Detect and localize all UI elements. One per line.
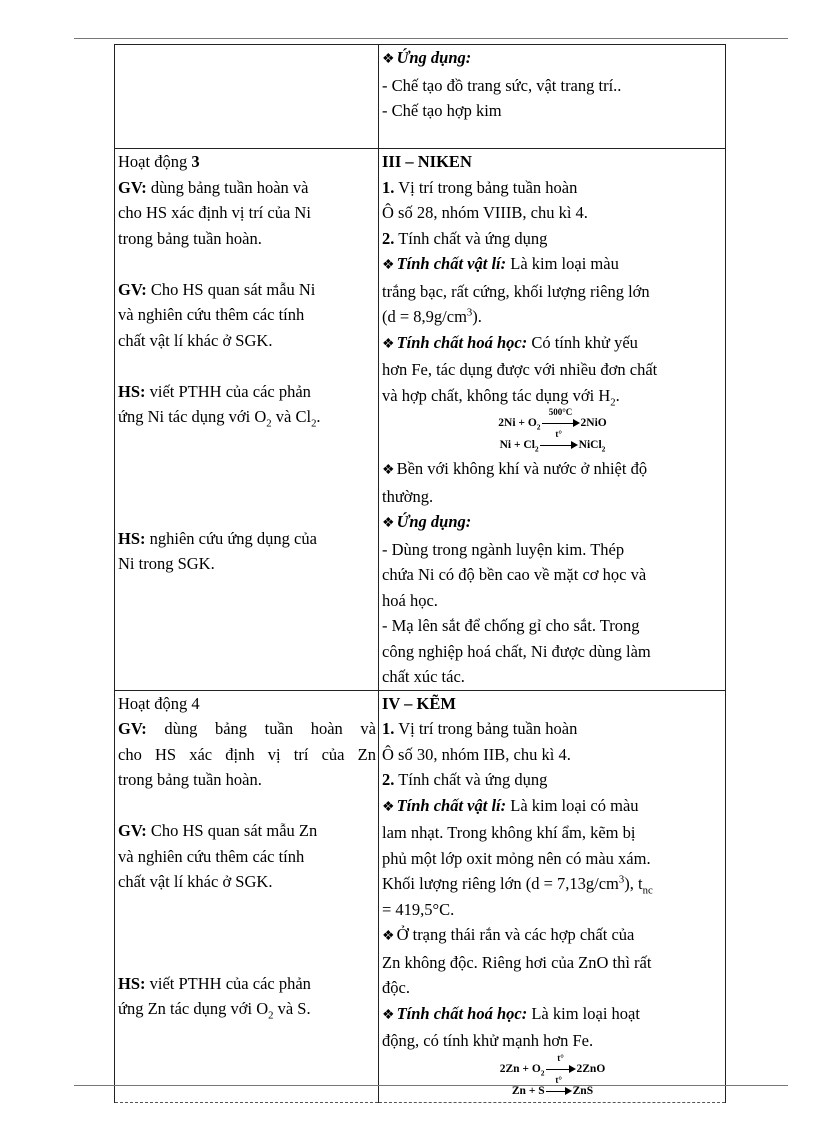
diamond-bullet-icon: ❖ bbox=[382, 929, 395, 944]
text-line: chất xúc tác. bbox=[382, 667, 465, 686]
list-item: - Chế tạo đồ trang sức, vật trang trí.. bbox=[382, 75, 622, 95]
diamond-bullet-icon: ❖ bbox=[382, 463, 395, 478]
text-line: lam nhạt. Trong không khí ẩm, kẽm bị bbox=[382, 823, 636, 842]
text-line: phủ một lớp oxit mỏng nên có màu xám. bbox=[382, 848, 651, 868]
text-line: trắng bạc, rất cứng, khối lượng riêng lớn bbox=[382, 281, 650, 301]
stability-note: ❖ Bền với không khí và nước ở nhiệt độ bbox=[382, 459, 648, 478]
table-row bbox=[115, 149, 726, 691]
chemical-properties: ❖ Tính chất hoá học: Có tính khử yếu bbox=[382, 332, 638, 352]
text-line: chứa Ni có độ bền cao về mặt cơ học và bbox=[382, 565, 647, 584]
text-line: cho HS xác định vị trí của Ni bbox=[118, 203, 311, 222]
text-line: trong bảng tuần hoàn. bbox=[118, 228, 262, 248]
text-line: $(d = 8,9g/cm^3)$. bbox=[382, 306, 482, 326]
content-cell bbox=[379, 45, 726, 149]
diamond-bullet-icon: ❖ bbox=[382, 516, 395, 531]
teacher-instruction: GV: Cho HS quan sát mẫu Zn bbox=[118, 821, 318, 840]
physical-properties: ❖ Tính chất vật lí: Là kim loại màu bbox=[382, 254, 619, 273]
reaction-arrow-icon: t° bbox=[546, 1086, 572, 1096]
subheading: 1. Vị trí trong bảng tuần hoàn bbox=[382, 719, 578, 738]
diamond-bullet-icon: ❖ bbox=[382, 52, 395, 67]
text-line: và hợp chất, không tác dụng với $H_2$. bbox=[382, 385, 620, 408]
student-task: HS: viết PTHH của các phản bbox=[118, 381, 311, 401]
table-row bbox=[115, 45, 726, 149]
list-item: - Chế tạo hợp kim bbox=[382, 101, 502, 120]
text-line: = 419,5°C. bbox=[382, 899, 455, 919]
text-line: hơn Fe, tác dụng được với nhiều đơn chất bbox=[382, 360, 658, 379]
subheading: 1. Vị trí trong bảng tuần hoàn bbox=[382, 177, 578, 197]
teacher-instruction: GV: dùng bảng tuần hoàn và bbox=[118, 177, 309, 197]
diamond-bullet-icon: ❖ bbox=[382, 1007, 395, 1023]
lesson-table bbox=[114, 44, 726, 1103]
content-cell bbox=[379, 690, 726, 1102]
activity-title: Hoạt động 4 bbox=[118, 693, 200, 713]
reaction-arrow-icon: 500°C bbox=[542, 418, 580, 428]
diamond-bullet-icon: ❖ bbox=[382, 799, 395, 815]
text-line: Zn không độc. Riêng hơi của ZnO thì rất bbox=[382, 952, 652, 972]
text-line: ứng Zn tác dụng với $O_2$ và S. bbox=[118, 999, 311, 1022]
teacher-activity-cell bbox=[115, 45, 379, 149]
text-line: ứng Ni tác dụng với $O_2$ và $Cl_2$. bbox=[118, 407, 321, 430]
student-task: HS: nghiên cứu ứng dụng của bbox=[118, 528, 317, 548]
list-item: - Mạ lên sắt để chống gỉ cho sắt. Trong bbox=[382, 616, 640, 635]
equation: Zn + S t° ZnS bbox=[511, 1074, 594, 1097]
equation: $2Ni + O_2$ 500°C 2NiO bbox=[498, 407, 607, 432]
list-item: - Dùng trong ngành luyện kim. Thép bbox=[382, 539, 625, 559]
text-line: Ni trong SGK. bbox=[118, 554, 215, 573]
equation: $2Zn + O_2$ t° 2ZnO bbox=[499, 1052, 606, 1077]
teacher-instruction: GV: Cho HS quan sát mẫu Ni bbox=[118, 279, 316, 299]
section-heading: IV – KẼM bbox=[382, 693, 456, 713]
teacher-activity-cell bbox=[115, 690, 379, 1102]
teacher-instruction: GV: dùng bảng tuần hoàn và bbox=[118, 719, 376, 738]
header-rule bbox=[74, 38, 788, 39]
text-line: và nghiên cứu thêm các tính bbox=[118, 305, 305, 324]
content-cell bbox=[379, 149, 726, 691]
toxicity-note: ❖ Ở trạng thái rắn và các hợp chất của bbox=[382, 925, 635, 944]
text-line: động, có tính khử mạnh hơn Fe. bbox=[382, 1031, 594, 1050]
section-heading: III – NIKEN bbox=[382, 152, 472, 171]
chemical-properties: ❖ Tính chất hoá học: Là kim loại hoạt bbox=[382, 1003, 640, 1023]
text-line: trong bảng tuần hoàn. bbox=[118, 770, 262, 789]
text-line: chất vật lí khác ở SGK. bbox=[118, 330, 273, 350]
diamond-bullet-icon: ❖ bbox=[382, 258, 395, 273]
physical-properties: ❖ Tính chất vật lí: Là kim loại có màu bbox=[382, 795, 639, 815]
subheading: 2. Tính chất và ứng dụng bbox=[382, 770, 548, 789]
application-heading: ❖ Ứng dụng: bbox=[382, 48, 472, 67]
text-line: chất vật lí khác ở SGK. bbox=[118, 872, 273, 891]
reaction-arrow-icon: t° bbox=[546, 1064, 576, 1074]
table-row bbox=[115, 690, 726, 1102]
application-heading: ❖ Ứng dụng: bbox=[382, 512, 472, 531]
text-line: thường. bbox=[382, 486, 434, 506]
footer-rule bbox=[74, 1085, 788, 1086]
text-line: Ô số 30, nhóm IIB, chu kì 4. bbox=[382, 744, 571, 764]
text-line: cho HS xác định vị trí của Zn bbox=[118, 744, 376, 764]
text-line: Khối lượng riêng lớn $(d = 7,13g/cm^3)$, $t_{nc}$ bbox=[382, 873, 653, 897]
reaction-arrow-icon: t° bbox=[540, 440, 578, 450]
text-line: công nghiệp hoá chất, Ni được dùng làm bbox=[382, 641, 651, 661]
equation: $Ni + Cl_2$ t° NiCl$_2$ bbox=[499, 429, 606, 454]
text-line: độc. bbox=[382, 978, 410, 997]
diamond-bullet-icon: ❖ bbox=[382, 336, 395, 352]
teacher-activity-cell bbox=[115, 149, 379, 691]
text-line: Ô số 28, nhóm VIIIB, chu kì 4. bbox=[382, 203, 588, 222]
subheading: 2. Tính chất và ứng dụng bbox=[382, 228, 548, 248]
text-line: và nghiên cứu thêm các tính bbox=[118, 846, 305, 866]
text-line: hoá học. bbox=[382, 590, 438, 610]
student-task: HS: viết PTHH của các phản bbox=[118, 973, 311, 993]
activity-title: Hoạt động 3 bbox=[118, 152, 200, 171]
